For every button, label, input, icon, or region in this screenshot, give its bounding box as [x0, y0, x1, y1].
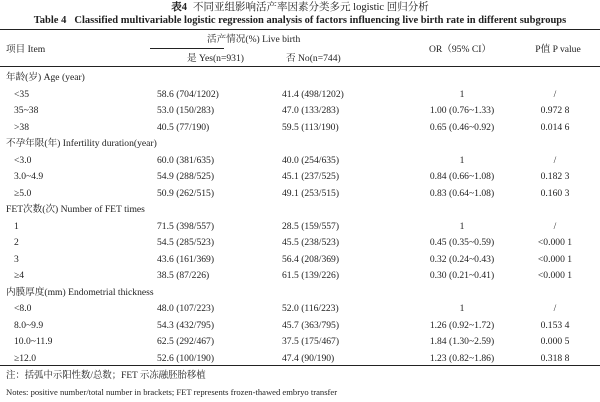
table-caption-cn [0, 2, 600, 14]
row-no: 45.5 (238/523) [282, 237, 340, 248]
row-item: >38 [14, 122, 30, 133]
table-title-en: Classified multivariable logistic regression analysis of factors influencing live birth rate in different subgroups [74, 15, 567, 26]
row-yes: 60.0 (381/635) [157, 155, 215, 166]
row-p: 0.000 5 [540, 336, 570, 347]
row-yes: 43.6 (161/369) [157, 254, 215, 265]
row-yes: 48.0 (107/223) [157, 303, 215, 314]
row-yes: 50.9 (262/515) [157, 188, 215, 199]
row-no: 28.5 (159/557) [282, 221, 340, 232]
row-p: / [553, 221, 557, 232]
row-no: 61.5 (139/226) [282, 270, 340, 281]
row-p: / [553, 89, 557, 100]
header-p: P值 P value [535, 44, 581, 55]
row-p: 0.972 8 [540, 105, 570, 116]
row-p: 0.160 3 [540, 188, 570, 199]
header-item: 项目 Item [6, 44, 46, 55]
row-yes: 71.5 (398/557) [157, 221, 215, 232]
row-yes: 38.5 (87/226) [157, 270, 210, 281]
row-item: 35~38 [14, 105, 39, 116]
row-item: ≥4 [14, 270, 25, 281]
row-no: 37.5 (175/467) [282, 336, 340, 347]
header-or: OR（95% CI） [428, 44, 492, 55]
row-or: 1 [459, 89, 465, 100]
header-subrule [150, 48, 224, 49]
row-or: 1.23 (0.82~1.86) [429, 353, 495, 364]
table-caption-en [0, 15, 600, 27]
row-yes: 54.9 (288/525) [157, 171, 215, 182]
row-no: 47.4 (90/190) [282, 353, 335, 364]
row-no: 52.0 (116/223) [282, 303, 339, 314]
row-item: 3.0~4.9 [14, 171, 44, 182]
row-no: 45.7 (363/795) [282, 320, 340, 331]
row-item: <8.0 [14, 303, 32, 314]
header-live-birth: 活产情况(%) Live birth [207, 34, 301, 45]
row-no: 59.5 (113/190) [282, 122, 339, 133]
row-or: 0.32 (0.24~0.43) [429, 254, 495, 265]
row-yes: 52.6 (100/190) [157, 353, 215, 364]
row-no: 41.4 (498/1202) [282, 89, 344, 100]
row-item: <3.0 [14, 155, 32, 166]
row-item: ≥12.0 [14, 353, 37, 364]
row-yes: 54.5 (285/523) [157, 237, 215, 248]
bottom-rule [0, 365, 600, 366]
group-header: FET次数(次) Number of FET times [6, 204, 145, 215]
row-yes: 62.5 (292/467) [157, 336, 215, 347]
row-yes: 54.3 (432/795) [157, 320, 215, 331]
header-yes: 是 Yes(n=931) [187, 53, 244, 64]
row-no: 40.0 (254/635) [282, 155, 340, 166]
row-yes: 53.0 (150/283) [157, 105, 215, 116]
header-rule [0, 66, 600, 67]
table-title-cn: 不同亚组影响活产率因素分类多元 logistic 回归分析 [193, 2, 429, 13]
row-or: 0.30 (0.21~0.41) [429, 270, 495, 281]
note-en: Notes: positive number/total number in brackets; FET represents frozen-thawed embryo transfer [6, 387, 338, 397]
row-p: <0.000 1 [537, 237, 573, 248]
group-header: 年龄(岁) Age (year) [6, 72, 85, 83]
row-item: <35 [14, 89, 30, 100]
row-no: 49.1 (253/515) [282, 188, 340, 199]
header-no: 否 No(n=744) [286, 53, 341, 64]
row-or: 1.00 (0.76~1.33) [429, 105, 495, 116]
row-item: 10.0~11.9 [14, 336, 53, 347]
row-or: 0.84 (0.66~1.08) [429, 171, 495, 182]
table-label-cn: 表4 [171, 2, 188, 13]
row-p: 0.182 3 [540, 171, 570, 182]
row-or: 0.45 (0.35~0.59) [429, 237, 495, 248]
top-rule [0, 29, 600, 30]
row-or: 1.26 (0.92~1.72) [429, 320, 495, 331]
row-item: ≥5.0 [14, 188, 32, 199]
group-header: 内膜厚度(mm) Endometrial thickness [6, 287, 154, 298]
row-or: 0.65 (0.46~0.92) [429, 122, 495, 133]
group-header: 不孕年限(年) Infertility duration(year) [6, 138, 157, 149]
row-yes: 58.6 (704/1202) [157, 89, 219, 100]
row-no: 56.4 (208/369) [282, 254, 340, 265]
row-item: 8.0~9.9 [14, 320, 44, 331]
row-p: / [553, 303, 557, 314]
row-item: 2 [14, 237, 19, 248]
row-or: 1.84 (1.30~2.59) [429, 336, 495, 347]
row-yes: 40.5 (77/190) [157, 122, 210, 133]
row-or: 1 [459, 303, 465, 314]
row-p: 0.153 4 [540, 320, 570, 331]
row-or: 1 [459, 155, 465, 166]
row-or: 0.83 (0.64~1.08) [429, 188, 495, 199]
row-p: <0.000 1 [537, 254, 573, 265]
row-p: 0.318 8 [540, 353, 570, 364]
row-p: / [553, 155, 557, 166]
note-cn: 注：括弧中示阳性数/总数；FET 示冻融胚胎移植 [6, 371, 206, 381]
row-item: 3 [14, 254, 19, 265]
row-no: 47.0 (133/283) [282, 105, 340, 116]
row-no: 45.1 (237/525) [282, 171, 340, 182]
row-p: 0.014 6 [540, 122, 570, 133]
row-item: 1 [14, 221, 19, 232]
table-label-en: Table 4 [33, 15, 67, 26]
row-or: 1 [459, 221, 465, 232]
row-p: <0.000 1 [537, 270, 573, 281]
